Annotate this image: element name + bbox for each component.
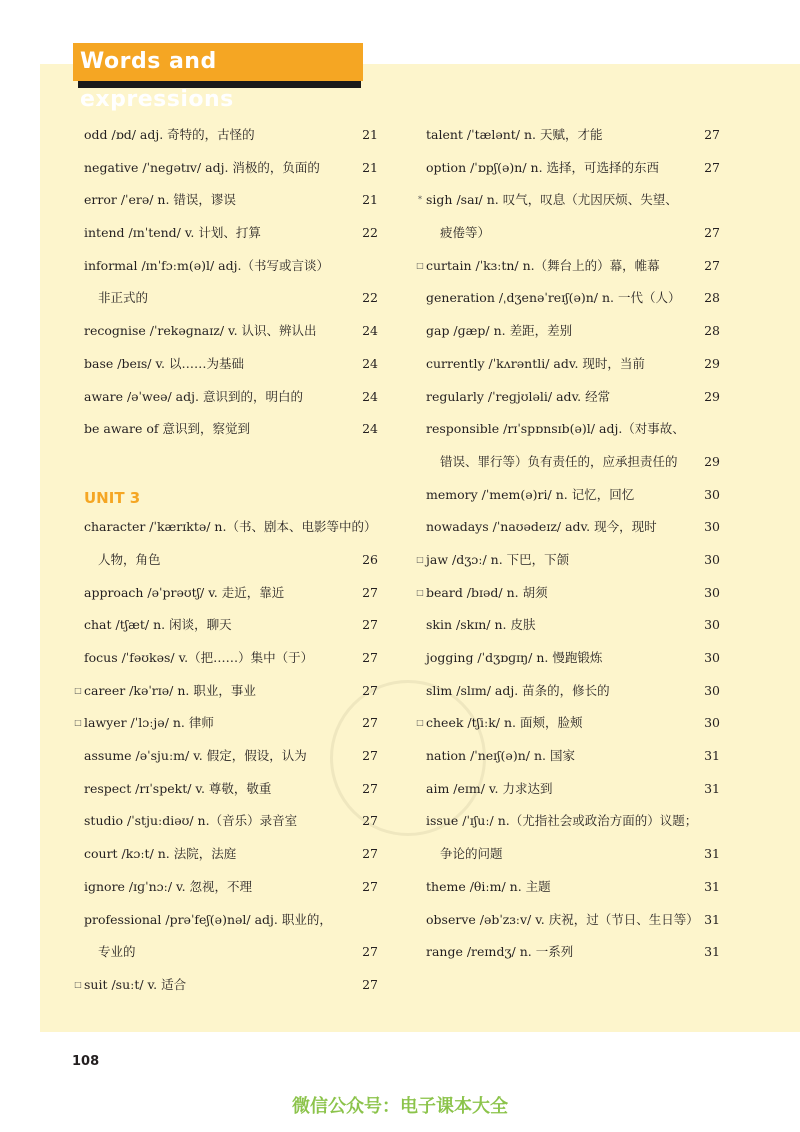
entry-page-ref: 27 <box>704 127 720 142</box>
entry-page-ref: 27 <box>362 682 378 698</box>
entry-page-ref: 21 <box>362 127 378 142</box>
entry-text: 非正式的 <box>98 290 149 306</box>
vocab-entry <box>426 773 720 806</box>
entry-page-ref: 27 <box>704 225 720 241</box>
entry-text: recognise /ˈrekəɡnaɪz/ v. 认识、辨认出 <box>84 323 317 339</box>
entry-page-ref: 31 <box>704 944 720 960</box>
entry-page-ref: 29 <box>704 355 720 371</box>
entry-page-ref: 30 <box>704 682 720 698</box>
entry-text: base /beɪs/ v. 以……为基础 <box>84 355 244 371</box>
entry-page-ref: 30 <box>704 650 720 665</box>
entry-text: aim /eɪm/ v. 力求达到 <box>426 780 553 796</box>
entry-text: character /ˈkærɪktə/ n.（书、剧本、电影等中的） <box>84 519 377 535</box>
vocab-entry <box>426 609 720 642</box>
vocab-entry <box>426 479 720 512</box>
entry-page-ref: 31 <box>704 846 720 862</box>
entry-text: talent /ˈtælənt/ n. 天赋，才能 <box>426 127 603 142</box>
entry-page-ref: 22 <box>362 290 378 306</box>
vocab-entry <box>74 707 378 740</box>
vocab-entry <box>84 348 378 381</box>
vocab-entry <box>84 152 378 185</box>
entry-marker-icon: □ <box>74 979 82 989</box>
entry-text: currently /ˈkʌrəntli/ adv. 现时，当前 <box>426 355 645 371</box>
vocab-entry <box>84 838 378 871</box>
unit-heading <box>84 479 378 512</box>
vocab-entry <box>426 381 720 414</box>
entry-text: slim /slɪm/ adj. 苗条的，修长的 <box>426 682 610 698</box>
vocab-entry <box>426 675 720 708</box>
vocab-entry <box>84 119 378 152</box>
entry-page-ref: 30 <box>704 551 720 567</box>
vocab-entry <box>426 805 720 838</box>
vocab-entry <box>416 707 720 740</box>
entry-page-ref: 28 <box>704 290 720 306</box>
entry-text: jaw /dʒɔː/ n. 下巴，下颌 <box>426 551 570 567</box>
vocab-entry <box>426 904 720 937</box>
entry-text: memory /ˈmem(ə)ri/ n. 记忆，回忆 <box>426 486 635 502</box>
vocab-entry <box>84 381 378 414</box>
vocab-entry <box>426 871 720 904</box>
entry-text: aware /əˈweə/ adj. 意识到的，明白的 <box>84 388 303 404</box>
entry-page-ref: 24 <box>362 421 378 437</box>
entry-text: nation /ˈneɪʃ(ə)n/ n. 国家 <box>426 748 575 764</box>
entry-marker-icon: □ <box>416 718 424 728</box>
entry-page-ref: 22 <box>362 225 378 241</box>
vocab-entry <box>418 184 720 217</box>
vocab-entry <box>84 609 378 642</box>
vocab-entry <box>416 250 720 283</box>
entry-text: 争论的问题 <box>440 846 503 862</box>
entry-page-ref: 31 <box>704 748 720 764</box>
entry-page-ref: 27 <box>704 257 720 273</box>
entry-text: error /ˈerə/ n. 错误，谬误 <box>84 192 236 208</box>
entry-page-ref: 26 <box>362 551 378 567</box>
entry-page-ref: 27 <box>362 650 378 665</box>
entry-page-ref: 31 <box>704 878 720 894</box>
entry-text: sigh /saɪ/ n. 叹气，叹息（尤因厌烦、失望、 <box>426 192 678 208</box>
vocab-entry <box>426 511 720 544</box>
entry-text: regularly /ˈreɡjʊləli/ adv. 经常 <box>426 388 611 404</box>
entry-marker-icon: □ <box>416 587 424 597</box>
entry-text: 错误、罪行等）负有责任的，应承担责任的 <box>440 453 678 469</box>
entry-text: odd /ɒd/ adj. 奇特的，古怪的 <box>84 127 255 142</box>
entry-marker-icon: □ <box>416 554 424 564</box>
entry-page-ref: 28 <box>704 323 720 339</box>
entry-text: negative /ˈneɡətɪv/ adj. 消极的，负面的 <box>84 159 320 175</box>
entry-text: gap /ɡæp/ n. 差距，差别 <box>426 323 573 339</box>
vocab-entry <box>84 544 378 577</box>
entry-text: informal /ɪnˈfɔːm(ə)l/ adj.（书写或言谈） <box>84 257 329 273</box>
vocab-entry <box>84 413 378 446</box>
vocab-entry <box>84 184 378 217</box>
entry-text: studio /ˈstjuːdiəʊ/ n.（音乐）录音室 <box>84 813 298 829</box>
entry-text: nowadays /ˈnaʊədeɪz/ adv. 现今，现时 <box>426 519 657 535</box>
entry-text: range /reɪndʒ/ n. 一系列 <box>426 944 574 960</box>
vocab-entry <box>426 936 720 969</box>
vocab-entry <box>426 446 720 479</box>
entry-text: 专业的 <box>98 944 136 960</box>
entry-page-ref: 30 <box>704 617 720 633</box>
entry-page-ref: 27 <box>362 748 378 764</box>
entry-text: professional /prəˈfeʃ(ə)nəl/ adj. 职业的， <box>84 911 332 927</box>
vocab-entry <box>426 642 720 675</box>
vocab-entry <box>416 577 720 610</box>
entry-text: option /ˈɒpʃ(ə)n/ n. 选择，可选择的东西 <box>426 159 660 175</box>
vocab-entry <box>426 282 720 315</box>
vocab-entry <box>426 152 720 185</box>
entry-page-ref: 27 <box>362 976 378 992</box>
vocab-entry <box>74 675 378 708</box>
vocab-entry <box>84 217 378 250</box>
entry-text: respect /rɪˈspekt/ v. 尊敬，敬重 <box>84 780 272 796</box>
entry-page-ref: 21 <box>362 159 378 175</box>
entry-page-ref: 24 <box>362 388 378 404</box>
entry-page-ref: 24 <box>362 355 378 371</box>
entry-page-ref: 27 <box>362 846 378 862</box>
left-word-column <box>74 119 378 1002</box>
entry-page-ref: 27 <box>362 944 378 960</box>
entry-page-ref: 21 <box>362 192 378 208</box>
vocab-entry <box>426 413 720 446</box>
entry-marker-icon: □ <box>74 685 82 695</box>
vocab-entry <box>74 969 378 1002</box>
entry-page-ref: 27 <box>362 617 378 633</box>
vocab-entry <box>426 740 720 773</box>
entry-page-ref: 30 <box>704 486 720 502</box>
entry-marker-icon: * <box>418 195 422 205</box>
entry-text: issue /ˈɪʃuː/ n.（尤指社会或政治方面的）议题； <box>426 813 698 829</box>
vocab-entry <box>84 511 378 544</box>
vocab-entry <box>84 642 378 675</box>
entry-page-ref: 31 <box>704 780 720 796</box>
vocab-entry <box>416 544 720 577</box>
entry-page-ref: 27 <box>362 715 378 731</box>
entry-text: beard /bɪəd/ n. 胡须 <box>426 584 548 600</box>
entry-page-ref: 30 <box>704 519 720 535</box>
entry-page-ref: 31 <box>704 911 720 927</box>
vocab-entry <box>426 217 720 250</box>
entry-text: skin /skɪn/ n. 皮肤 <box>426 617 536 633</box>
vocab-entry <box>84 577 378 610</box>
entry-marker-icon: □ <box>416 260 424 270</box>
entry-text: suit /suːt/ v. 适合 <box>84 976 187 992</box>
vocab-entry <box>426 348 720 381</box>
entry-page-ref: 27 <box>704 159 720 175</box>
entry-text: intend /ɪnˈtend/ v. 计划、打算 <box>84 225 261 241</box>
vocab-entry <box>426 315 720 348</box>
entry-page-ref: 29 <box>704 388 720 404</box>
entry-page-ref: 27 <box>362 584 378 600</box>
vocab-entry <box>84 871 378 904</box>
entry-text: be aware of 意识到，察觉到 <box>84 421 250 437</box>
entry-page-ref: 27 <box>362 878 378 894</box>
right-word-column <box>416 119 720 969</box>
vocab-entry <box>84 936 378 969</box>
entry-text: 人物，角色 <box>98 551 161 567</box>
entry-text: generation /ˌdʒenəˈreɪʃ(ə)n/ n. 一代（人） <box>426 290 681 306</box>
vocab-entry <box>84 740 378 773</box>
entry-text: theme /θiːm/ n. 主题 <box>426 878 551 894</box>
entry-text: chat /tʃæt/ n. 闲谈，聊天 <box>84 617 232 633</box>
unit-label: UNIT 3 <box>84 488 141 507</box>
entry-text: assume /əˈsjuːm/ v. 假定，假设，认为 <box>84 748 307 764</box>
entry-page-ref: 27 <box>362 813 378 829</box>
footer-text: 微信公众号：电子课本大全 <box>292 1096 508 1117</box>
entry-text: court /kɔːt/ n. 法院，法庭 <box>84 846 237 862</box>
entry-text: 疲倦等） <box>440 225 491 241</box>
entry-text: ignore /ɪɡˈnɔː/ v. 忽视，不理 <box>84 878 253 894</box>
entry-page-ref: 30 <box>704 715 720 731</box>
entry-text: responsible /rɪˈspɒnsɪb(ə)l/ adj.（对事故、 <box>426 421 685 437</box>
spacer-row <box>84 446 378 479</box>
vocab-entry <box>426 119 720 152</box>
vocab-entry <box>426 838 720 871</box>
entry-page-ref: 24 <box>362 323 378 339</box>
vocab-entry <box>84 250 378 283</box>
vocab-entry <box>84 315 378 348</box>
entry-text: lawyer /ˈlɔːjə/ n. 律师 <box>84 715 214 731</box>
entry-text: curtain /ˈkɜːtn/ n.（舞台上的）幕，帷幕 <box>426 257 660 273</box>
vocab-entry <box>84 904 378 937</box>
page-title: Words and expressions <box>73 43 363 81</box>
entry-text: focus /ˈfəʊkəs/ v.（把……）集中（于） <box>84 650 314 665</box>
vocab-entry <box>84 805 378 838</box>
entry-page-ref: 29 <box>704 453 720 469</box>
entry-text: career /kəˈrɪə/ n. 职业，事业 <box>84 682 256 698</box>
vocab-entry <box>84 773 378 806</box>
page-number: 108 <box>72 1054 100 1069</box>
entry-marker-icon: □ <box>74 718 82 728</box>
entry-page-ref: 27 <box>362 780 378 796</box>
entry-page-ref: 30 <box>704 584 720 600</box>
entry-text: cheek /tʃiːk/ n. 面颊，脸颊 <box>426 715 583 731</box>
vocab-entry <box>84 282 378 315</box>
entry-text: approach /əˈprəʊtʃ/ v. 走近，靠近 <box>84 584 285 600</box>
entry-text: observe /əbˈzɜːv/ v. 庆祝，过（节日、生日等） <box>426 911 699 927</box>
entry-text: jogging /ˈdʒɒɡɪŋ/ n. 慢跑锻炼 <box>426 650 603 665</box>
